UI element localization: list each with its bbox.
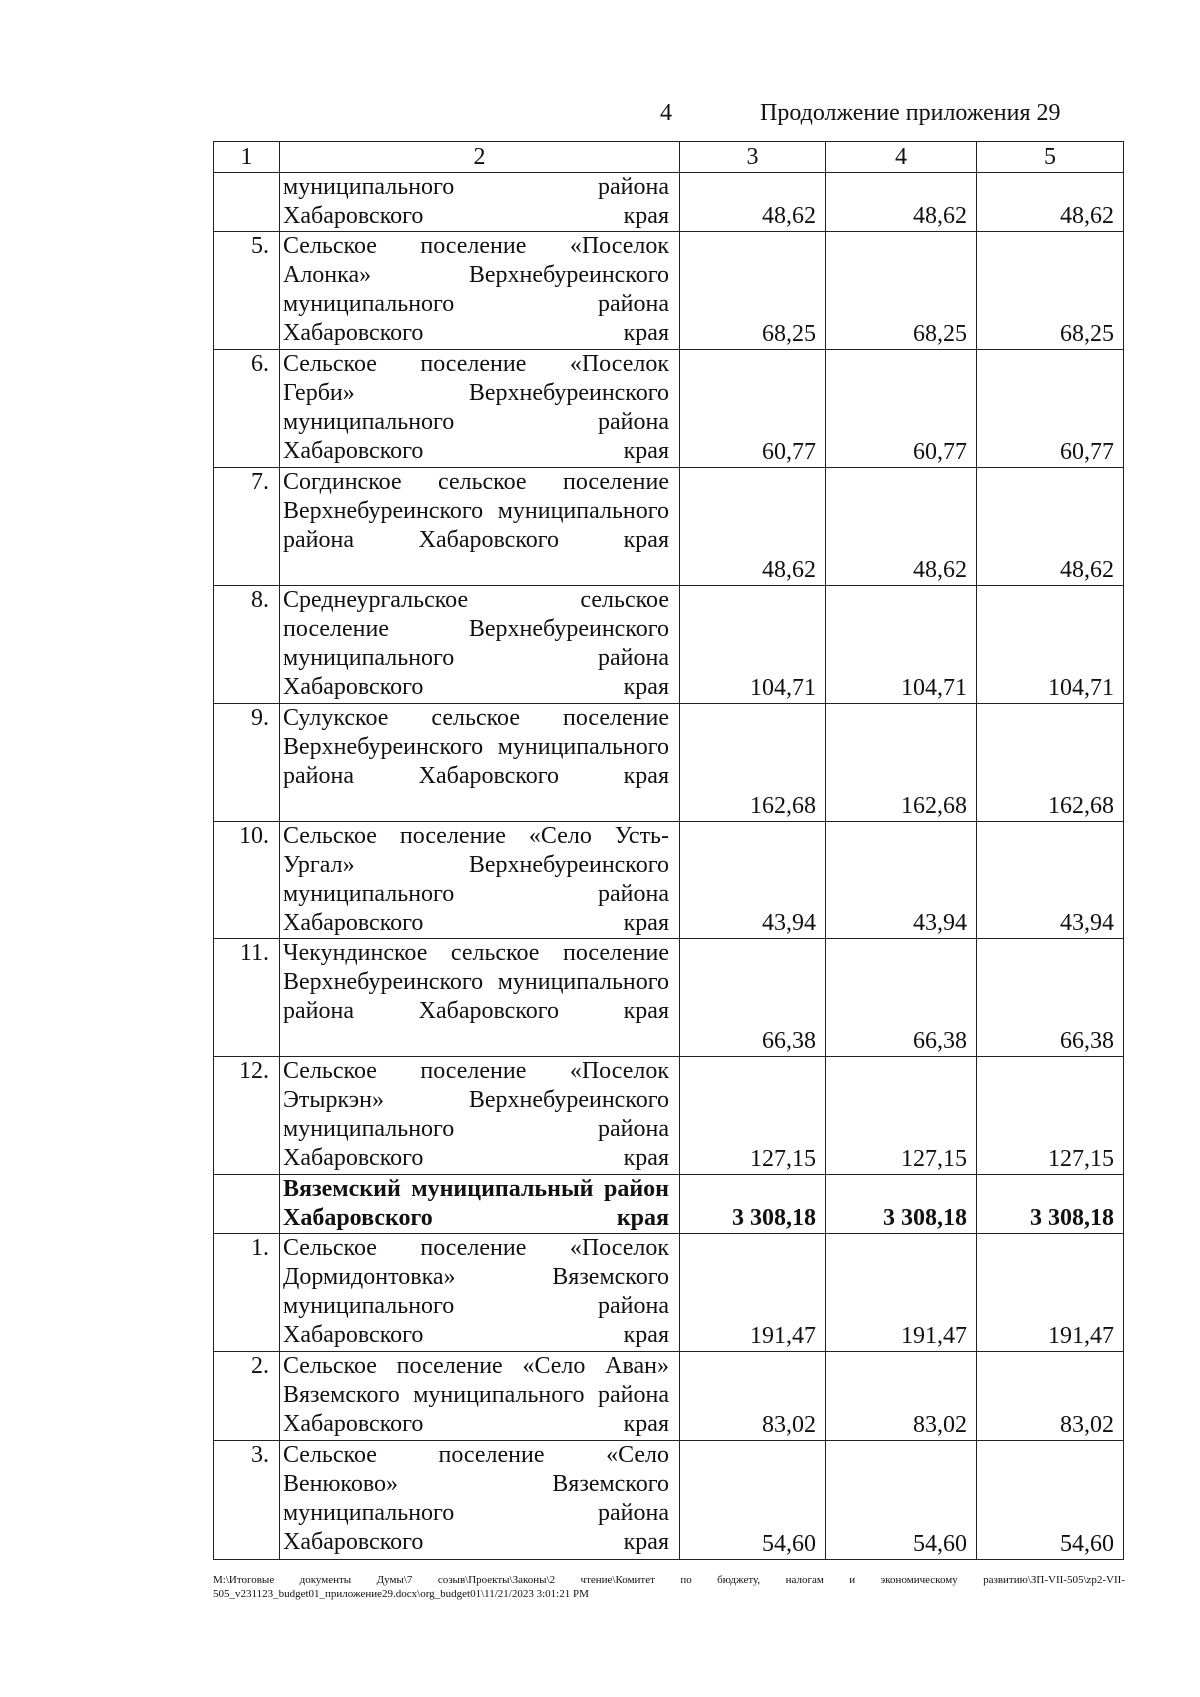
row-number: 5. [214,232,280,350]
amount-col-5: 127,15 [977,1057,1124,1175]
table-header-row [214,142,1124,173]
settlement-name: Сельское поселение «Село Венюково» Вяземского муниципального района Хабаровского края [280,1441,680,1560]
amount-col-3: 83,02 [680,1352,826,1441]
amount-col-3: 54,60 [680,1441,826,1560]
settlement-name: Сельское поселение «Село Аван» Вяземского муниципального района Хабаровского края [280,1352,680,1441]
row-number: 12. [214,1057,280,1175]
amount-col-4: 54,60 [826,1441,977,1560]
amount-col-3: 66,38 [680,939,826,1057]
table-row [214,1352,1124,1441]
amount-col-3: 127,15 [680,1057,826,1175]
settlement-name: Сельское поселение «Поселок Дормидонтовка» Вяземского муниципального района Хабаровского края [280,1234,680,1352]
amount-col-5: 68,25 [977,232,1124,350]
amount-col-4: 191,47 [826,1234,977,1352]
amount-col-5: 48,62 [977,173,1124,232]
table-row [214,1441,1124,1560]
amount-col-4: 162,68 [826,704,977,822]
settlement-name: Сельское поселение «Поселок Этыркэн» Верхнебуреинского муниципального района Хабаровского края [280,1057,680,1175]
amount-col-5: 162,68 [977,704,1124,822]
row-number [214,173,280,232]
amount-col-4: 3 308,18 [826,1175,977,1234]
table-row [214,232,1124,350]
column-header: 3 [680,142,826,173]
row-number: 11. [214,939,280,1057]
budget-table [213,141,1124,1560]
table-row [214,939,1124,1057]
table-row [214,1175,1124,1234]
settlement-name: Среднеургальское сельское поселение Верхнебуреинского муниципального района Хабаровского края [280,586,680,704]
row-number: 2. [214,1352,280,1441]
row-number: 10. [214,822,280,939]
amount-col-3: 43,94 [680,822,826,939]
table-row [214,1234,1124,1352]
amount-col-3: 3 308,18 [680,1175,826,1234]
row-number: 8. [214,586,280,704]
settlement-name: муниципального района Хабаровского края [280,173,680,232]
table-row [214,350,1124,468]
row-number [214,1175,280,1234]
amount-col-4: 127,15 [826,1057,977,1175]
table-row [214,586,1124,704]
amount-col-5: 60,77 [977,350,1124,468]
column-header: 2 [280,142,680,173]
amount-col-4: 48,62 [826,468,977,586]
column-header: 1 [214,142,280,173]
amount-col-5: 48,62 [977,468,1124,586]
row-number: 6. [214,350,280,468]
column-header: 4 [826,142,977,173]
amount-col-4: 83,02 [826,1352,977,1441]
table-row [214,1057,1124,1175]
settlement-name: Сельское поселение «Село Усть-Ургал» Верхнебуреинского муниципального района Хабаровского края [280,822,680,939]
file-path-footer: M:\Итоговые документы Думы\7 созыв\Проекты\Законы\2 чтение\Комитет по бюджету, налогам и экономическому развитию\ЗП-VII-505\zp2-VII-505_v231123_budget01_приложение29.docx\org_budget01\11/21/2023 3:01:21 PM [213,1574,1125,1600]
amount-col-5: 43,94 [977,822,1124,939]
row-number: 7. [214,468,280,586]
amount-col-5: 83,02 [977,1352,1124,1441]
amount-col-3: 48,62 [680,468,826,586]
amount-col-3: 60,77 [680,350,826,468]
amount-col-5: 66,38 [977,939,1124,1057]
settlement-name: Чекундинское сельское поселение Верхнебуреинского муниципального района Хабаровского края [280,939,680,1057]
settlement-name: Сулукское сельское поселение Верхнебуреинского муниципального района Хабаровского края [280,704,680,822]
amount-col-5: 104,71 [977,586,1124,704]
amount-col-4: 104,71 [826,586,977,704]
amount-col-5: 191,47 [977,1234,1124,1352]
amount-col-4: 43,94 [826,822,977,939]
table-row [214,704,1124,822]
row-number: 9. [214,704,280,822]
amount-col-4: 48,62 [826,173,977,232]
amount-col-4: 68,25 [826,232,977,350]
settlement-name: Сельское поселение «Поселок Алонка» Верхнебуреинского муниципального района Хабаровского края [280,232,680,350]
amount-col-4: 60,77 [826,350,977,468]
row-number: 1. [214,1234,280,1352]
settlement-name: Вяземский муниципальный район Хабаровского края [280,1175,680,1234]
table-row [214,468,1124,586]
amount-col-4: 66,38 [826,939,977,1057]
row-number: 3. [214,1441,280,1560]
amount-col-3: 48,62 [680,173,826,232]
amount-col-3: 68,25 [680,232,826,350]
amount-col-5: 54,60 [977,1441,1124,1560]
amount-col-3: 162,68 [680,704,826,822]
amount-col-3: 191,47 [680,1234,826,1352]
settlement-name: Сельское поселение «Поселок Герби» Верхнебуреинского муниципального района Хабаровского края [280,350,680,468]
continuation-title: Продолжение приложения 29 [760,100,1061,126]
table-row [214,822,1124,939]
page-number: 4 [660,100,672,126]
amount-col-3: 104,71 [680,586,826,704]
amount-col-5: 3 308,18 [977,1175,1124,1234]
table-row [214,173,1124,232]
settlement-name: Согдинское сельское поселение Верхнебуреинского муниципального района Хабаровского края [280,468,680,586]
column-header: 5 [977,142,1124,173]
